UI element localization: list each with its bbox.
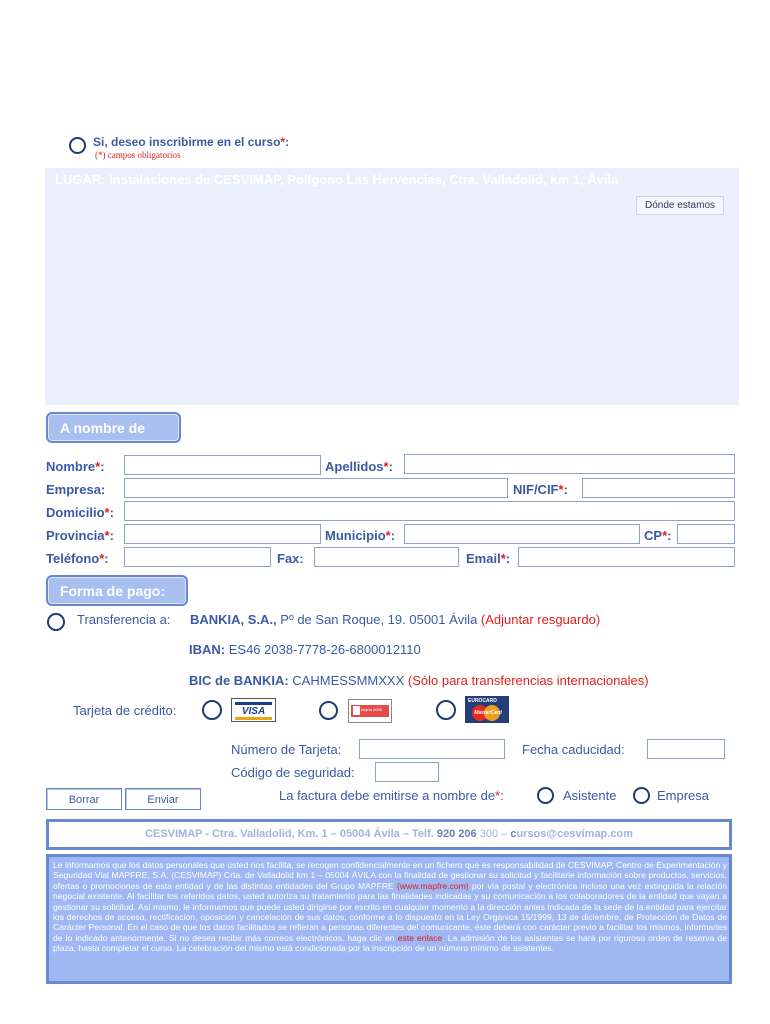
- nombre-label-text: Nombre: [46, 459, 96, 474]
- provincia-label-text: Provincia: [46, 528, 105, 543]
- enroll-label-text: Si, deseo inscribirme en el curso: [93, 135, 281, 149]
- nombre-label: [46, 459, 105, 474]
- empresa-label: Empresa:: [46, 482, 106, 497]
- domicilio-colon: :: [109, 505, 114, 520]
- cp-label: [644, 528, 671, 543]
- email-input[interactable]: [518, 547, 735, 567]
- location-label: LUGAR:: [55, 172, 106, 187]
- footer-email-c: c: [510, 828, 517, 840]
- cp-colon: :: [667, 528, 672, 543]
- cp-input[interactable]: [677, 524, 735, 544]
- transfer-note: (Adjuntar resguardo): [480, 612, 601, 627]
- invoice-label: [279, 788, 504, 803]
- telefono-asterisk: *: [99, 551, 105, 566]
- municipio-asterisk: *: [385, 528, 391, 543]
- invoice-colon: :: [500, 788, 504, 803]
- send-button[interactable]: Enviar: [125, 788, 201, 810]
- enroll-required-mark: *: [280, 135, 286, 149]
- map-button[interactable]: Dónde estamos: [636, 196, 724, 215]
- domicilio-input[interactable]: [124, 501, 735, 521]
- provincia-input[interactable]: [124, 524, 321, 544]
- transfer-line: [190, 612, 600, 627]
- bic-value: CAHMESSMMXXX: [292, 673, 405, 688]
- footer-email[interactable]: ursos@cesvimap.com: [516, 828, 633, 840]
- telefono-input[interactable]: [124, 547, 271, 567]
- card2-text: tarjeta 6000: [361, 707, 383, 712]
- invoice-asterisk: *: [495, 788, 501, 803]
- card2-radio[interactable]: [319, 701, 338, 720]
- email-label-text: Email: [466, 551, 501, 566]
- invoice-company-label: Empresa: [657, 788, 710, 803]
- email-label: [466, 551, 510, 566]
- legal-mapfre-link[interactable]: (www.mapfre.com): [396, 880, 469, 891]
- email-asterisk: *: [500, 551, 506, 566]
- card-number-input[interactable]: [359, 739, 505, 759]
- mastercard-text: MasterCard: [474, 710, 502, 716]
- security-input[interactable]: [375, 762, 439, 782]
- invoice-attendee-label: Asistente: [563, 788, 617, 803]
- required-note: (*) campos obligatorios: [95, 150, 181, 160]
- footer-phone-bold: 920 206: [436, 828, 477, 840]
- visa-stripe-top: [235, 702, 272, 705]
- invoice-attendee-radio[interactable]: [537, 787, 554, 804]
- expiry-label: Fecha caducidad:: [522, 742, 625, 757]
- footer-address-text: CESVIMAP - Ctra. Valladolid, Km. 1 – 05004 Ávila – Telf.: [145, 828, 434, 840]
- enroll-label: [93, 135, 289, 149]
- footer-box: [46, 819, 732, 850]
- location-text: Instalaciones de CESVIMAP, Polígono Las Hervencias, Ctra. Valladolid, km 1, Ávila: [109, 172, 619, 187]
- cp-label-text: CP: [644, 528, 663, 543]
- expiry-input[interactable]: [647, 739, 725, 759]
- section-payment-pill: Forma de pago:: [46, 575, 188, 606]
- legal-box: [46, 854, 732, 984]
- iban-value: ES46 2038-7778-26-6800012110: [228, 642, 421, 657]
- transfer-radio[interactable]: [47, 613, 65, 631]
- invoice-label-text: La factura debe emitirse a nombre de: [279, 788, 496, 803]
- domicilio-label-text: Domicilio: [46, 505, 105, 520]
- apellidos-colon: :: [388, 459, 393, 474]
- transfer-address: Pº de San Roque, 19. 05001 Ávila: [280, 612, 478, 627]
- card2-icon: [348, 699, 392, 723]
- apellidos-label: [325, 459, 393, 474]
- cp-asterisk: *: [662, 528, 668, 543]
- footer-phone-rest: 300 –: [479, 828, 508, 840]
- nombre-asterisk: *: [95, 459, 101, 474]
- legal-unsubscribe-link[interactable]: este enlace: [397, 932, 443, 943]
- location-line: [55, 172, 618, 187]
- legal-paragraph-1: Le informamos que los datos personales que usted nos facilita, se recogen confidencialmente en un fichero que es responsabilidad de CESVIMAP, Centro de Experimentación y Seguridad Vial MAPFRE, S.A. (CESVIMAP) Crta. de Valladolid km 1 – 05004 ÁVILA con la finalidad de gestionar su solicitud y facilitarle información sobre productos, servicios, ofertas o promociones de esta entidad y de las distintas entidades del Grupo MAPFRE: [53, 860, 727, 891]
- bic-line: [189, 673, 649, 688]
- telefono-label-text: Teléfono: [46, 551, 100, 566]
- security-label: Código de seguridad:: [231, 765, 355, 780]
- legal-paragraph-2: por vía postal y electrónica incluso una vez extinguida la relación negocial existente. Al facilitar los referidos datos, usted autoriza su tratamiento para las finalidades indicadas y su comunicación a los colaboradores de la entidad que vayan a gestionar su solicitud. Así mismo, le informamos que puede usted dirigirse por escrito en cualquier momento a la dirección antes indicada de la sede de la entidad para ejercitar los derechos de acceso, rectificación, oposición y cancelación de sus datos, conforme a lo dispuesto en la Ley Orgánica 15/1999, 13 de diciembre, de Protección de Datos de Carácter Personal. En el caso de que los datos facilitados se refieran a personas diferentes del comunicante, éste deberá con carácter previo a facilitar los mismos, informarles de lo indicado anteriormente. Si no desea recibir más correos electrónicos, haga clic en: [53, 880, 728, 943]
- domicilio-asterisk: *: [104, 505, 110, 520]
- telefono-label: [46, 551, 109, 566]
- empresa-input[interactable]: [124, 478, 508, 498]
- visa-card-icon: [231, 698, 276, 722]
- bic-label: BIC de BANKIA:: [189, 673, 289, 688]
- visa-radio[interactable]: [202, 700, 222, 720]
- transfer-label: Transferencia a:: [77, 612, 171, 627]
- municipio-label-text: Municipio: [325, 528, 386, 543]
- iban-line: [189, 642, 421, 657]
- credit-label: Tarjeta de crédito:: [73, 703, 177, 718]
- enroll-colon: :: [285, 135, 290, 149]
- fax-label: Fax:: [277, 551, 304, 566]
- apellidos-label-text: Apellidos: [325, 459, 384, 474]
- apellidos-asterisk: *: [383, 459, 389, 474]
- municipio-input[interactable]: [404, 524, 640, 544]
- eurocard-text: EUROCARD: [468, 698, 497, 704]
- municipio-colon: :: [390, 528, 396, 543]
- fax-input[interactable]: [314, 547, 459, 567]
- legal-text: [53, 860, 727, 954]
- domicilio-label: [46, 505, 114, 520]
- footer-address: [49, 828, 729, 840]
- nif-asterisk: *: [558, 482, 564, 497]
- provincia-label: [46, 528, 114, 543]
- nif-label: [513, 482, 568, 497]
- bic-note: (Sólo para transferencias internacionales): [407, 673, 649, 688]
- municipio-label: [325, 528, 395, 543]
- transfer-bank: BANKIA, S.A.,: [190, 612, 277, 627]
- invoice-company-radio[interactable]: [633, 787, 650, 804]
- provincia-colon: :: [109, 528, 114, 543]
- apellidos-input[interactable]: [404, 454, 735, 474]
- mastercard-radio[interactable]: [436, 700, 456, 720]
- visa-stripe-bottom: [235, 717, 272, 720]
- provincia-asterisk: *: [104, 528, 110, 543]
- enroll-radio[interactable]: [69, 137, 86, 154]
- nif-input[interactable]: [582, 478, 735, 498]
- clear-button[interactable]: Borrar: [46, 788, 122, 810]
- email-colon: :: [505, 551, 511, 566]
- mastercard-icon: [465, 696, 509, 723]
- telefono-colon: :: [104, 551, 109, 566]
- location-panel: [45, 168, 739, 405]
- section-name-pill: A nombre de: [46, 412, 181, 443]
- card2-logo: [353, 706, 360, 715]
- nombre-input[interactable]: [124, 455, 321, 475]
- iban-label: IBAN:: [189, 642, 226, 657]
- nombre-colon: :: [100, 459, 105, 474]
- card-number-label: Número de Tarjeta:: [231, 742, 342, 757]
- legal-paragraph-3: . La admisión de los asistentes se hará por riguroso orden de reserva de plaza, hasta completar el curso. La celebración del mismo está condicionada por la inscripción de un número mínimo de asistentes.: [53, 932, 727, 954]
- visa-text: VISA: [241, 706, 266, 717]
- nif-label-text: NIF/CIF: [513, 482, 559, 497]
- nif-colon: :: [563, 482, 568, 497]
